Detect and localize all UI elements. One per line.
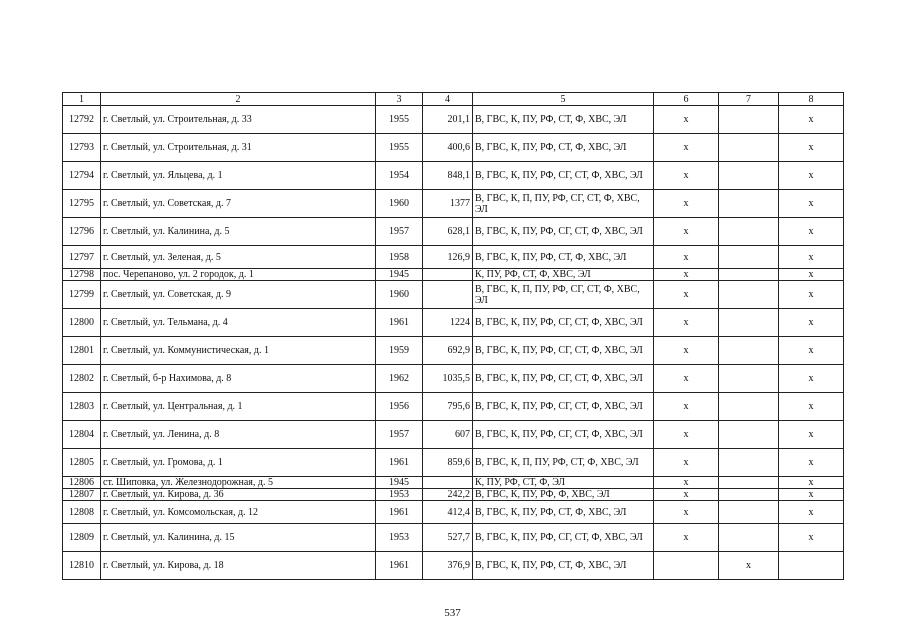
mark-col8-cell: х (779, 106, 844, 134)
mark-col7-cell (719, 309, 779, 337)
header-cell-3: 3 (376, 93, 423, 106)
header-cell-1: 1 (63, 93, 101, 106)
address-cell: г. Светлый, ул. Громова, д. 1 (101, 449, 376, 477)
address-cell: г. Светлый, ул. Комсомольская, д. 12 (101, 501, 376, 524)
year-cell: 1960 (376, 281, 423, 309)
table-row (63, 134, 844, 162)
services-cell: В, ГВС, К, ПУ, РФ, СГ, СТ, Ф, ХВС, ЭЛ (473, 309, 654, 337)
row-number: 12810 (63, 552, 101, 580)
mark-col7-cell (719, 134, 779, 162)
services-cell: В, ГВС, К, ПУ, РФ, СГ, СТ, Ф, ХВС, ЭЛ (473, 524, 654, 552)
area-cell: 201,1 (423, 106, 473, 134)
row-number: 12792 (63, 106, 101, 134)
year-cell: 1961 (376, 501, 423, 524)
services-cell: В, ГВС, К, ПУ, РФ, Ф, ХВС, ЭЛ (473, 489, 654, 501)
mark-col6-cell: х (654, 489, 719, 501)
row-number: 12803 (63, 393, 101, 421)
services-cell: В, ГВС, К, ПУ, РФ, СГ, СТ, Ф, ХВС, ЭЛ (473, 337, 654, 365)
year-cell: 1959 (376, 337, 423, 365)
mark-col6-cell: х (654, 421, 719, 449)
mark-col7-cell (719, 190, 779, 218)
mark-col8-cell: х (779, 269, 844, 281)
area-cell: 126,9 (423, 246, 473, 269)
mark-col8-cell: х (779, 524, 844, 552)
table-row (63, 246, 844, 269)
area-cell: 376,9 (423, 552, 473, 580)
row-number: 12794 (63, 162, 101, 190)
services-cell: К, ПУ, РФ, СТ, Ф, ЭЛ (473, 477, 654, 489)
year-cell: 1961 (376, 309, 423, 337)
area-cell: 400,6 (423, 134, 473, 162)
row-number: 12798 (63, 269, 101, 281)
area-cell: 607 (423, 421, 473, 449)
services-cell: В, ГВС, К, ПУ, РФ, СГ, СТ, Ф, ХВС, ЭЛ (473, 162, 654, 190)
mark-col7-cell (719, 337, 779, 365)
row-number: 12800 (63, 309, 101, 337)
header-cell-5: 5 (473, 93, 654, 106)
mark-col7-cell (719, 449, 779, 477)
mark-col8-cell (779, 552, 844, 580)
table-row (63, 489, 844, 501)
mark-col7-cell (719, 365, 779, 393)
year-cell: 1954 (376, 162, 423, 190)
mark-col7-cell (719, 218, 779, 246)
address-cell: г. Светлый, ул. Тельмана, д. 4 (101, 309, 376, 337)
table-body (63, 106, 844, 580)
mark-col8-cell: х (779, 365, 844, 393)
area-cell (423, 281, 473, 309)
table-row (63, 162, 844, 190)
header-cell-6: 6 (654, 93, 719, 106)
mark-col6-cell: х (654, 190, 719, 218)
year-cell: 1961 (376, 552, 423, 580)
year-cell: 1962 (376, 365, 423, 393)
row-number: 12797 (63, 246, 101, 269)
mark-col6-cell: х (654, 365, 719, 393)
mark-col6-cell: х (654, 162, 719, 190)
mark-col8-cell: х (779, 421, 844, 449)
address-cell: г. Светлый, ул. Кирова, д. 18 (101, 552, 376, 580)
mark-col8-cell: х (779, 190, 844, 218)
mark-col6-cell: х (654, 524, 719, 552)
table-row (63, 309, 844, 337)
mark-col6-cell: х (654, 281, 719, 309)
year-cell: 1961 (376, 449, 423, 477)
mark-col8-cell: х (779, 162, 844, 190)
year-cell: 1953 (376, 489, 423, 501)
mark-col6-cell (654, 552, 719, 580)
area-cell: 848,1 (423, 162, 473, 190)
row-number: 12806 (63, 477, 101, 489)
header-cell-8: 8 (779, 93, 844, 106)
area-cell: 527,7 (423, 524, 473, 552)
row-number: 12805 (63, 449, 101, 477)
table-row (63, 552, 844, 580)
year-cell: 1958 (376, 246, 423, 269)
year-cell: 1953 (376, 524, 423, 552)
mark-col7-cell (719, 162, 779, 190)
services-cell: В, ГВС, К, ПУ, РФ, СТ, Ф, ХВС, ЭЛ (473, 106, 654, 134)
table-row (63, 421, 844, 449)
header-cell-2: 2 (101, 93, 376, 106)
area-cell: 1035,5 (423, 365, 473, 393)
row-number: 12801 (63, 337, 101, 365)
table-row (63, 477, 844, 489)
services-cell: В, ГВС, К, ПУ, РФ, СТ, Ф, ХВС, ЭЛ (473, 134, 654, 162)
area-cell: 1377 (423, 190, 473, 218)
area-cell: 242,2 (423, 489, 473, 501)
housing-register-table (62, 92, 844, 580)
area-cell: 859,6 (423, 449, 473, 477)
mark-col8-cell: х (779, 134, 844, 162)
mark-col7-cell (719, 393, 779, 421)
mark-col8-cell: х (779, 309, 844, 337)
address-cell: г. Светлый, ул. Строительная, д. 31 (101, 134, 376, 162)
year-cell: 1960 (376, 190, 423, 218)
year-cell: 1957 (376, 218, 423, 246)
address-cell: г. Светлый, ул. Яльцева, д. 1 (101, 162, 376, 190)
row-number: 12799 (63, 281, 101, 309)
mark-col8-cell: х (779, 281, 844, 309)
header-cell-7: 7 (719, 93, 779, 106)
address-cell: г. Светлый, ул. Советская, д. 9 (101, 281, 376, 309)
address-cell: г. Светлый, б-р Нахимова, д. 8 (101, 365, 376, 393)
mark-col8-cell: х (779, 477, 844, 489)
services-cell: В, ГВС, К, П, ПУ, РФ, СТ, Ф, ХВС, ЭЛ (473, 449, 654, 477)
services-cell: В, ГВС, К, ПУ, РФ, СГ, СТ, Ф, ХВС, ЭЛ (473, 393, 654, 421)
area-cell: 692,9 (423, 337, 473, 365)
mark-col7-cell: х (719, 552, 779, 580)
mark-col6-cell: х (654, 134, 719, 162)
mark-col7-cell (719, 501, 779, 524)
area-cell (423, 269, 473, 281)
services-cell: В, ГВС, К, ПУ, РФ, СТ, Ф, ХВС, ЭЛ (473, 552, 654, 580)
mark-col7-cell (719, 106, 779, 134)
year-cell: 1955 (376, 134, 423, 162)
address-cell: г. Светлый, ул. Центральная, д. 1 (101, 393, 376, 421)
mark-col8-cell: х (779, 337, 844, 365)
mark-col7-cell (719, 269, 779, 281)
address-cell: г. Светлый, ул. Строительная, д. 33 (101, 106, 376, 134)
row-number: 12795 (63, 190, 101, 218)
row-number: 12804 (63, 421, 101, 449)
table-row (63, 281, 844, 309)
services-cell: В, ГВС, К, ПУ, РФ, СГ, СТ, Ф, ХВС, ЭЛ (473, 218, 654, 246)
services-cell: В, ГВС, К, ПУ, РФ, СТ, Ф, ХВС, ЭЛ (473, 501, 654, 524)
year-cell: 1945 (376, 477, 423, 489)
services-cell: В, ГВС, К, ПУ, РФ, СГ, СТ, Ф, ХВС, ЭЛ (473, 421, 654, 449)
mark-col8-cell: х (779, 393, 844, 421)
address-cell: ст. Шиповка, ул. Железнодорожная, д. 5 (101, 477, 376, 489)
mark-col7-cell (719, 421, 779, 449)
mark-col6-cell: х (654, 106, 719, 134)
mark-col6-cell: х (654, 309, 719, 337)
row-number: 12808 (63, 501, 101, 524)
area-cell: 795,6 (423, 393, 473, 421)
address-cell: г. Светлый, ул. Ленина, д. 8 (101, 421, 376, 449)
page-number: 537 (444, 607, 461, 619)
mark-col8-cell: х (779, 449, 844, 477)
mark-col6-cell: х (654, 269, 719, 281)
services-cell: В, ГВС, К, П, ПУ, РФ, СГ, СТ, Ф, ХВС, ЭЛ (473, 190, 654, 218)
table-row (63, 218, 844, 246)
mark-col6-cell: х (654, 501, 719, 524)
services-cell: В, ГВС, К, П, ПУ, РФ, СГ, СТ, Ф, ХВС, ЭЛ (473, 281, 654, 309)
address-cell: г. Светлый, ул. Зеленая, д. 5 (101, 246, 376, 269)
header-cell-4: 4 (423, 93, 473, 106)
row-number: 12809 (63, 524, 101, 552)
mark-col6-cell: х (654, 218, 719, 246)
address-cell: г. Светлый, ул. Кирова, д. 36 (101, 489, 376, 501)
mark-col8-cell: х (779, 246, 844, 269)
row-number: 12802 (63, 365, 101, 393)
mark-col8-cell: х (779, 218, 844, 246)
row-number: 12796 (63, 218, 101, 246)
mark-col6-cell: х (654, 393, 719, 421)
table-row (63, 365, 844, 393)
year-cell: 1956 (376, 393, 423, 421)
mark-col8-cell: х (779, 501, 844, 524)
table-row (63, 501, 844, 524)
table-row (63, 449, 844, 477)
mark-col6-cell: х (654, 449, 719, 477)
area-cell: 1224 (423, 309, 473, 337)
mark-col6-cell: х (654, 246, 719, 269)
address-cell: г. Светлый, ул. Советская, д. 7 (101, 190, 376, 218)
row-number: 12807 (63, 489, 101, 501)
address-cell: г. Светлый, ул. Калинина, д. 15 (101, 524, 376, 552)
mark-col7-cell (719, 246, 779, 269)
services-cell: В, ГВС, К, ПУ, РФ, СТ, Ф, ХВС, ЭЛ (473, 246, 654, 269)
mark-col7-cell (719, 489, 779, 501)
area-cell: 412,4 (423, 501, 473, 524)
area-cell: 628,1 (423, 218, 473, 246)
mark-col8-cell: х (779, 489, 844, 501)
table-row (63, 269, 844, 281)
table-row (63, 393, 844, 421)
table-row (63, 337, 844, 365)
mark-col7-cell (719, 524, 779, 552)
table-header-row (63, 93, 844, 106)
address-cell: г. Светлый, ул. Калинина, д. 5 (101, 218, 376, 246)
mark-col7-cell (719, 477, 779, 489)
address-cell: пос. Черепаново, ул. 2 городок, д. 1 (101, 269, 376, 281)
mark-col7-cell (719, 281, 779, 309)
mark-col6-cell: х (654, 477, 719, 489)
services-cell: В, ГВС, К, ПУ, РФ, СГ, СТ, Ф, ХВС, ЭЛ (473, 365, 654, 393)
row-number: 12793 (63, 134, 101, 162)
address-cell: г. Светлый, ул. Коммунистическая, д. 1 (101, 337, 376, 365)
table-row (63, 106, 844, 134)
services-cell: К, ПУ, РФ, СТ, Ф, ХВС, ЭЛ (473, 269, 654, 281)
year-cell: 1957 (376, 421, 423, 449)
table-row (63, 524, 844, 552)
year-cell: 1955 (376, 106, 423, 134)
table-row (63, 190, 844, 218)
mark-col6-cell: х (654, 337, 719, 365)
year-cell: 1945 (376, 269, 423, 281)
area-cell (423, 477, 473, 489)
